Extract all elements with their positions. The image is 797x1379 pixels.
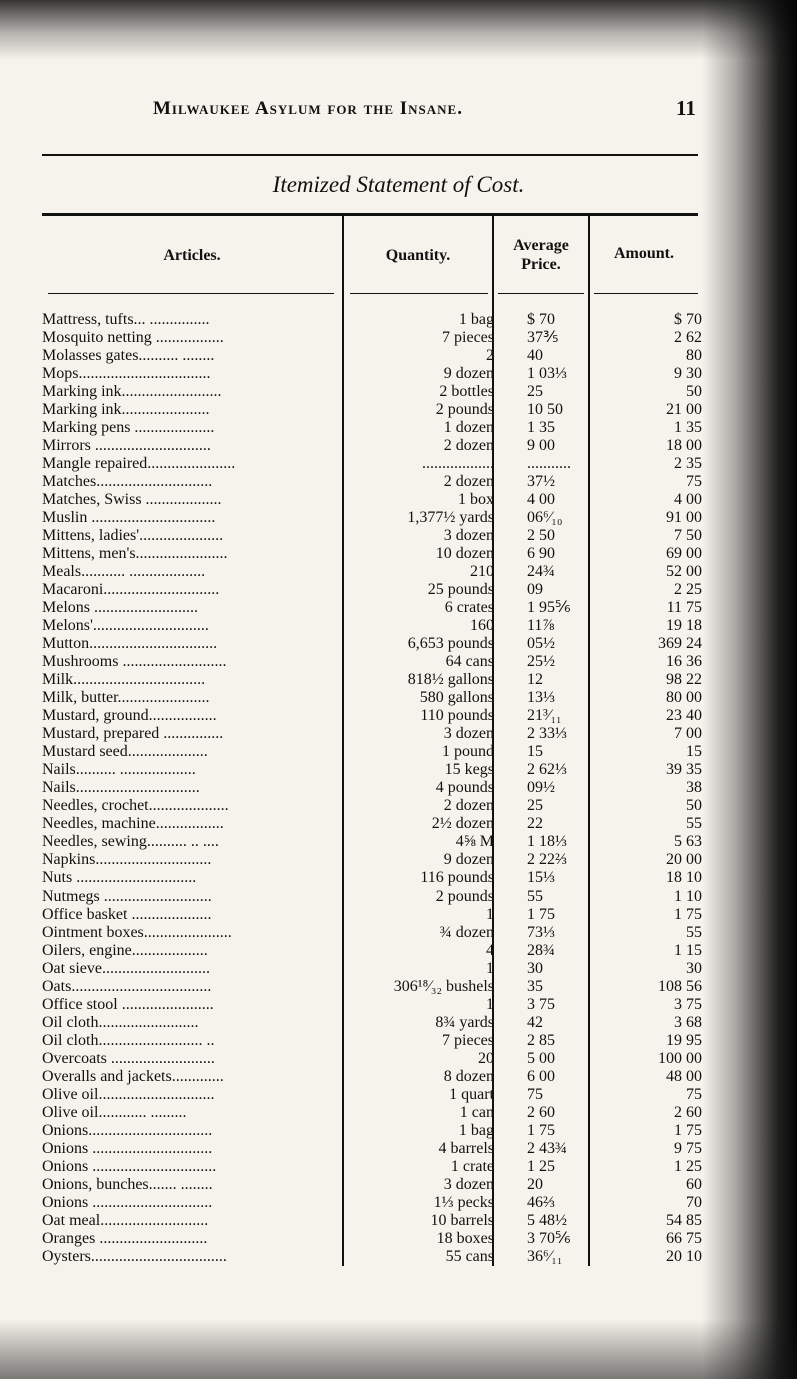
price-cell: 09½ <box>527 779 555 797</box>
quantity-cell: 2 <box>486 347 494 365</box>
price-cell: 25 <box>527 383 543 401</box>
price-cell: 3 70⅚ <box>527 1229 571 1247</box>
article-cell: Mustard, ground................. <box>42 707 217 725</box>
table-row <box>42 455 702 473</box>
quantity-cell: 1 crate <box>450 1157 494 1175</box>
table-row <box>42 1248 702 1266</box>
price-cell: 73⅓ <box>527 923 555 941</box>
article-cell: Milk, butter....................... <box>42 689 210 707</box>
cost-table-body <box>42 311 702 1266</box>
table-row <box>42 779 702 797</box>
quantity-cell: 8 dozen <box>443 1067 494 1085</box>
table-row <box>42 869 702 887</box>
quantity-cell: 9 dozen <box>443 851 494 869</box>
article-cell: Melons'............................. <box>42 617 209 635</box>
table-row <box>42 942 702 960</box>
quantity-cell: 10 dozen <box>435 545 494 563</box>
amount-cell: 16 36 <box>666 653 702 671</box>
quantity-cell: 2 dozen <box>443 437 494 455</box>
table-row <box>42 689 702 707</box>
article-cell: Office stool ....................... <box>42 995 214 1013</box>
quantity-cell: 20 <box>478 1049 494 1067</box>
amount-cell: 1 10 <box>674 887 702 905</box>
price-cell: 9 00 <box>527 437 555 455</box>
quantity-cell: 1⅓ pecks <box>433 1193 494 1211</box>
price-cell: 25½ <box>527 653 555 671</box>
price-cell: 12 <box>527 671 543 689</box>
amount-cell: 55 <box>686 815 702 833</box>
quantity-cell: 15 kegs <box>444 761 494 779</box>
table-row <box>42 509 702 527</box>
price-cell: 37½ <box>527 473 555 491</box>
table-row <box>42 617 702 635</box>
quantity-cell: 2½ dozen <box>431 815 494 833</box>
amount-cell: $ 70 <box>674 311 702 328</box>
table-row <box>42 707 702 725</box>
amount-cell: 1 25 <box>674 1157 702 1175</box>
quantity-cell: 1 bag <box>458 1121 494 1139</box>
table-row <box>42 329 702 347</box>
scan-shadow-bottom <box>0 1319 797 1379</box>
article-cell: Nails.......... ................... <box>42 761 196 779</box>
table-row <box>42 906 702 924</box>
article-cell: Macaroni............................. <box>42 581 220 599</box>
table-row <box>42 1014 702 1032</box>
amount-cell: 19 18 <box>666 617 702 635</box>
article-cell: Olive oil............................. <box>42 1085 215 1103</box>
amount-cell: 55 <box>686 923 702 941</box>
price-cell: 13⅓ <box>527 689 555 707</box>
header-rule-amount <box>594 293 698 294</box>
price-cell: 20 <box>527 1175 543 1193</box>
article-cell: Mutton................................ <box>42 635 218 653</box>
article-cell: Nuts .............................. <box>42 869 197 887</box>
table-row <box>42 545 702 563</box>
amount-cell: 39 35 <box>666 761 702 779</box>
quantity-cell: 25 pounds <box>427 581 494 599</box>
table-row <box>42 1086 702 1104</box>
article-cell: Oat meal........................... <box>42 1211 209 1229</box>
amount-cell: 54 85 <box>666 1211 702 1229</box>
price-cell: 4 00 <box>527 491 555 509</box>
amount-cell: 18 10 <box>666 869 702 887</box>
price-cell: 09 <box>527 581 543 599</box>
table-row <box>42 1158 702 1176</box>
amount-cell: 75 <box>686 473 702 491</box>
price-cell: 5 48½ <box>527 1211 567 1229</box>
amount-cell: 21 00 <box>666 401 702 419</box>
price-cell: 1 95⅚ <box>527 599 571 617</box>
article-cell: Mustard, prepared ............... <box>42 725 224 743</box>
table-row <box>42 761 702 779</box>
price-cell: 15⅓ <box>527 869 555 887</box>
price-cell: 28¾ <box>527 941 555 959</box>
article-cell: Marking ink...................... <box>42 401 210 419</box>
table-row <box>42 924 702 942</box>
amount-cell: 108 56 <box>658 977 702 995</box>
quantity-cell: 7 pieces <box>442 1031 494 1049</box>
price-cell: $ 70 <box>527 311 555 328</box>
quantity-cell: 4 barrels <box>438 1139 494 1157</box>
quantity-cell: 116 pounds <box>420 869 494 887</box>
table-row <box>42 833 702 851</box>
article-cell: Oil cloth.......................... .. <box>42 1031 215 1049</box>
amount-cell: 7 00 <box>674 725 702 743</box>
quantity-cell: 4 pounds <box>435 779 494 797</box>
quantity-cell: 64 cans <box>445 653 494 671</box>
amount-cell: 2 35 <box>674 455 702 473</box>
price-cell: 11⅞ <box>527 617 555 635</box>
scan-shadow-right <box>702 0 797 1379</box>
amount-cell: 1 75 <box>674 1121 702 1139</box>
amount-cell: 80 <box>686 347 702 365</box>
article-cell: Olive oil............ ......... <box>42 1103 187 1121</box>
amount-cell: 9 30 <box>674 365 702 383</box>
article-cell: Oilers, engine................... <box>42 941 208 959</box>
quantity-cell: 2 pounds <box>435 401 494 419</box>
amount-cell: 15 <box>686 743 702 761</box>
article-cell: Office basket .................... <box>42 905 212 923</box>
article-cell: Onions, bunches....... ........ <box>42 1175 213 1193</box>
header-rule-price <box>498 293 584 294</box>
table-row <box>42 635 702 653</box>
table-row <box>42 1194 702 1212</box>
quantity-cell: 110 pounds <box>420 707 494 725</box>
price-cell: 42 <box>527 1013 543 1031</box>
amount-cell: 19 95 <box>666 1031 702 1049</box>
price-cell: 1 35 <box>527 419 555 437</box>
article-cell: Oranges ........................... <box>42 1229 208 1247</box>
price-cell: 40 <box>527 347 543 365</box>
article-cell: Overcoats .......................... <box>42 1049 215 1067</box>
article-cell: Needles, sewing.......... .. .... <box>42 833 219 851</box>
table-row <box>42 815 702 833</box>
table-row <box>42 419 702 437</box>
quantity-cell: ¾ dozen <box>439 923 494 941</box>
amount-cell: 70 <box>686 1193 702 1211</box>
table-row <box>42 725 702 743</box>
article-cell: Mops................................. <box>42 365 211 383</box>
amount-cell: 23 40 <box>666 707 702 725</box>
table-row <box>42 581 702 599</box>
quantity-cell: 8¾ yards <box>435 1013 494 1031</box>
table-row <box>42 599 702 617</box>
amount-cell: 66 75 <box>666 1229 702 1247</box>
article-cell: Oat sieve........................... <box>42 959 210 977</box>
price-cell: 21³⁄₁₁ <box>527 707 562 725</box>
article-cell: Onions............................... <box>42 1121 213 1139</box>
article-cell: Meals........... ................... <box>42 563 206 581</box>
amount-cell: 98 22 <box>666 671 702 689</box>
article-cell: Matches............................. <box>42 473 213 491</box>
table-row <box>42 888 702 906</box>
amount-cell: 60 <box>686 1175 702 1193</box>
table-row <box>42 671 702 689</box>
table-row <box>42 527 702 545</box>
article-cell: Onions ............................... <box>42 1157 217 1175</box>
table-row <box>42 1032 702 1050</box>
price-cell: 06⁶⁄₁₀ <box>527 509 563 527</box>
amount-cell: 369 24 <box>658 635 702 653</box>
header-average-price <box>494 236 588 274</box>
quantity-cell: 1 <box>486 905 494 923</box>
quantity-cell: 7 pieces <box>442 329 494 347</box>
quantity-cell: 1,377½ yards <box>407 509 494 527</box>
price-cell: 5 00 <box>527 1049 555 1067</box>
article-cell: Matches, Swiss ................... <box>42 491 222 509</box>
quantity-cell: 160 <box>470 617 494 635</box>
article-cell: Mirrors ............................. <box>42 437 211 455</box>
price-cell: 15 <box>527 743 543 761</box>
quantity-cell: 9 dozen <box>443 365 494 383</box>
quantity-cell: 3 dozen <box>443 1175 494 1193</box>
table-row <box>42 383 702 401</box>
quantity-cell: 210 <box>470 563 494 581</box>
article-cell: Oil cloth......................... <box>42 1013 199 1031</box>
price-cell: 6 00 <box>527 1067 555 1085</box>
amount-cell: 7 50 <box>674 527 702 545</box>
price-cell: 05½ <box>527 635 555 653</box>
amount-cell: 11 75 <box>666 599 702 617</box>
quantity-cell: 2 dozen <box>443 473 494 491</box>
quantity-cell: 2 bottles <box>439 383 494 401</box>
amount-cell: 38 <box>686 779 702 797</box>
quantity-cell: 4⅝ M <box>455 833 494 851</box>
amount-cell: 1 15 <box>674 941 702 959</box>
table-row <box>42 1122 702 1140</box>
article-cell: Oats................................... <box>42 977 212 995</box>
amount-cell: 30 <box>686 959 702 977</box>
price-cell: 2 50 <box>527 527 555 545</box>
article-cell: Onions .............................. <box>42 1193 213 1211</box>
article-cell: Mushrooms .......................... <box>42 653 227 671</box>
price-cell: 10 50 <box>527 401 563 419</box>
article-cell: Oysters.................................. <box>42 1247 227 1265</box>
header-rule-quantity <box>350 293 488 294</box>
amount-cell: 20 00 <box>666 851 702 869</box>
amount-cell: 1 75 <box>674 905 702 923</box>
article-cell: Molasses gates.......... ........ <box>42 347 215 365</box>
quantity-cell: 6 crates <box>444 599 494 617</box>
article-cell: Muslin ............................... <box>42 509 216 527</box>
quantity-cell: 1 <box>486 959 494 977</box>
quantity-cell: 4 <box>486 941 494 959</box>
table-row <box>42 1050 702 1068</box>
table-top-rule <box>42 213 698 216</box>
article-cell: Mangle repaired...................... <box>42 455 236 473</box>
table-row <box>42 563 702 581</box>
price-cell: 6 90 <box>527 545 555 563</box>
article-cell: Mittens, men's....................... <box>42 545 228 563</box>
table-row <box>42 1212 702 1230</box>
price-cell: 1 75 <box>527 905 555 923</box>
table-row <box>42 996 702 1014</box>
price-cell: 1 03⅓ <box>527 365 567 383</box>
price-cell: 1 75 <box>527 1121 555 1139</box>
amount-cell: 100 00 <box>658 1049 702 1067</box>
header-rule-articles <box>48 293 334 294</box>
quantity-cell: 1 dozen <box>443 419 494 437</box>
table-row <box>42 437 702 455</box>
price-cell: 1 18⅓ <box>527 833 567 851</box>
amount-cell: 2 62 <box>674 329 702 347</box>
article-cell: Napkins............................. <box>42 851 212 869</box>
amount-cell: 2 25 <box>674 581 702 599</box>
article-cell: Mittens, ladies'..................... <box>42 527 224 545</box>
quantity-cell: 1 box <box>458 491 494 509</box>
amount-cell: 4 00 <box>674 491 702 509</box>
quantity-cell: 18 boxes <box>436 1229 494 1247</box>
table-row <box>42 1104 702 1122</box>
quantity-cell: .................. <box>422 455 494 473</box>
price-cell: 22 <box>527 815 543 833</box>
amount-cell: 5 63 <box>674 833 702 851</box>
price-cell: 24¾ <box>527 563 555 581</box>
amount-cell: 80 00 <box>666 689 702 707</box>
quantity-cell: 580 gallons <box>419 689 494 707</box>
table-row <box>42 978 702 996</box>
price-cell: 2 85 <box>527 1031 555 1049</box>
price-cell: 2 60 <box>527 1103 555 1121</box>
price-cell: 2 22⅔ <box>527 851 567 869</box>
price-cell: 37⅗ <box>527 329 559 347</box>
table-row <box>42 347 702 365</box>
price-cell: 35 <box>527 977 543 995</box>
table-row <box>42 851 702 869</box>
article-cell: Onions .............................. <box>42 1139 213 1157</box>
amount-cell: 52 00 <box>666 563 702 581</box>
quantity-cell: 1 pound <box>442 743 494 761</box>
price-cell: 2 62⅓ <box>527 761 567 779</box>
page-title: Itemized Statement of Cost. <box>272 172 525 197</box>
article-cell: Nutmegs ........................... <box>42 887 212 905</box>
article-cell: Ointment boxes...................... <box>42 923 232 941</box>
table-row <box>42 1140 702 1158</box>
quantity-cell: 55 cans <box>445 1247 494 1265</box>
price-cell: 75 <box>527 1085 543 1103</box>
quantity-cell: 1 <box>486 995 494 1013</box>
table-row <box>42 743 702 761</box>
amount-cell: 9 75 <box>674 1139 702 1157</box>
amount-cell: 50 <box>686 383 702 401</box>
article-cell: Nails............................... <box>42 779 200 797</box>
price-cell: 1 25 <box>527 1157 555 1175</box>
amount-cell: 91 00 <box>666 509 702 527</box>
table-row <box>42 401 702 419</box>
amount-cell: 48 00 <box>666 1067 702 1085</box>
header-average-price-line1: Average <box>513 237 569 254</box>
price-cell: 46⅔ <box>527 1193 555 1211</box>
page-number: 11 <box>676 96 696 120</box>
header-average-price-line2: Price. <box>521 256 561 273</box>
amount-cell: 2 60 <box>674 1103 702 1121</box>
header-amount: Amount. <box>613 245 674 262</box>
article-cell: Mattress, tufts... ............... <box>42 311 210 328</box>
amount-cell: 50 <box>686 797 702 815</box>
amount-cell: 1 35 <box>674 419 702 437</box>
quantity-cell: 1 can <box>459 1103 494 1121</box>
quantity-cell: 6,653 pounds <box>407 635 494 653</box>
table-row <box>42 365 702 383</box>
article-cell: Milk................................. <box>42 671 206 689</box>
amount-cell: 69 00 <box>666 545 702 563</box>
price-cell: 2 43¾ <box>527 1139 567 1157</box>
amount-cell: 18 00 <box>666 437 702 455</box>
quantity-cell: 3 dozen <box>443 527 494 545</box>
top-rule <box>42 154 698 156</box>
price-cell: 2 33⅓ <box>527 725 567 743</box>
price-cell: 55 <box>527 887 543 905</box>
quantity-cell: 2 dozen <box>443 797 494 815</box>
quantity-cell: 3 dozen <box>443 725 494 743</box>
running-head: Milwaukee Asylum for the Insane. <box>153 98 463 119</box>
table-row <box>42 797 702 815</box>
price-cell: 3 75 <box>527 995 555 1013</box>
quantity-cell: 10 barrels <box>430 1211 494 1229</box>
table-row <box>42 491 702 509</box>
header-quantity: Quantity. <box>385 247 451 264</box>
table-row <box>42 473 702 491</box>
price-cell: 36⁶⁄₁₁ <box>527 1247 563 1265</box>
header-articles: Articles. <box>163 247 221 264</box>
scan-shadow-top <box>0 0 797 60</box>
article-cell: Needles, crochet.................... <box>42 797 229 815</box>
table-row <box>42 653 702 671</box>
price-cell: ........... <box>527 455 571 473</box>
table-row <box>42 311 702 329</box>
quantity-cell: 1 quart <box>449 1085 494 1103</box>
table-row <box>42 960 702 978</box>
price-cell: 30 <box>527 959 543 977</box>
article-cell: Melons .......................... <box>42 599 198 617</box>
table-row <box>42 1230 702 1248</box>
article-cell: Mustard seed.................... <box>42 743 208 761</box>
price-cell: 25 <box>527 797 543 815</box>
article-cell: Overalls and jackets............. <box>42 1067 224 1085</box>
article-cell: Mosquito netting ................. <box>42 329 224 347</box>
quantity-cell: 1 bag <box>458 311 494 328</box>
article-cell: Marking pens .................... <box>42 419 215 437</box>
amount-cell: 75 <box>686 1085 702 1103</box>
amount-cell: 3 68 <box>674 1013 702 1031</box>
amount-cell: 3 75 <box>674 995 702 1013</box>
table-row <box>42 1176 702 1194</box>
quantity-cell: 818½ gallons <box>407 671 494 689</box>
table-row <box>42 1068 702 1086</box>
article-cell: Marking ink......................... <box>42 383 222 401</box>
article-cell: Needles, machine................. <box>42 815 224 833</box>
quantity-cell: 2 pounds <box>435 887 494 905</box>
amount-cell: 20 10 <box>666 1247 702 1265</box>
quantity-cell: 306¹⁸⁄₃₂ bushels <box>393 977 494 995</box>
